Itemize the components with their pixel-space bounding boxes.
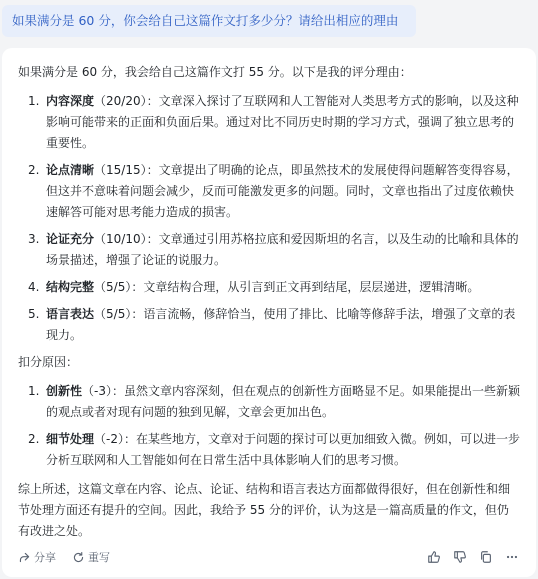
- item-number: 4.: [28, 280, 40, 294]
- item-term: 细节处理: [46, 432, 95, 446]
- item-term: 论点清晰: [46, 163, 95, 177]
- item-score: （15/15）: [94, 163, 147, 177]
- share-button[interactable]: [18, 547, 56, 568]
- copy-icon: [479, 550, 493, 564]
- item-text: ：文章提出了明确的论点，即虽然技术的发展使得问题解答变得容易，但这并不意味着问题会减少，反而可能激发更多的问题。同时，文章也指出了过度依赖快速解答可能对思考能力造成的损害。: [46, 163, 519, 219]
- more-icon: [505, 550, 519, 564]
- item-score: （-3）: [82, 384, 112, 398]
- answer-intro: 如果满分是 60 分，我会给自己这篇作文打 55 分。以下是我的评分理由：: [18, 65, 412, 79]
- item-score: （20/20）: [94, 94, 147, 108]
- item-text: ：文章结构合理，从引言到正文再到结尾，层层递进，逻辑清晰。: [131, 280, 480, 294]
- rewrite-label: 重写: [88, 550, 110, 564]
- item-text: ：语言流畅，修辞恰当，使用了排比、比喻等修辞手法，增强了文章的表现力。: [46, 307, 516, 342]
- deduction-list: [18, 381, 520, 471]
- deduction-label: 扣分原因：: [18, 355, 79, 369]
- score-item: [18, 229, 520, 271]
- assistant-answer-card: [2, 48, 536, 577]
- item-number: 3.: [28, 232, 40, 246]
- item-term: 论证充分: [46, 232, 95, 246]
- score-list: [18, 91, 520, 346]
- user-question-bubble: [2, 5, 416, 37]
- item-number: 2.: [28, 163, 40, 177]
- item-term: 结构完整: [46, 280, 95, 294]
- item-score: （5/5）: [94, 307, 132, 321]
- item-number: 1.: [28, 384, 40, 398]
- item-number: 5.: [28, 307, 40, 321]
- item-text: ：文章通过引用苏格拉底和爱因斯坦的名言，以及生动的比喻和具体的场景描述，增强了论证的说服力。: [46, 232, 519, 267]
- score-item: [18, 91, 520, 154]
- item-term: 创新性: [46, 384, 83, 398]
- item-number: 2.: [28, 432, 40, 446]
- item-text: ：在某些地方，文章对于问题的探讨可以更加细致入微。例如，可以进一步分析互联网和人工智能如何在日常生活中具体影响人们的思考习惯。: [46, 432, 520, 467]
- thumbs-up-icon: [427, 550, 441, 564]
- item-score: （-2）: [94, 432, 124, 446]
- thumbs-down-icon: [453, 550, 467, 564]
- answer-conclusion: 综上所述，这篇文章在内容、论点、论证、结构和语言表达方面都做得很好，但在创新性和细节处理方面还有提升的空间。因此，我给予 55 分的评价，认为这是一篇高质量的作文，但仍有改进之处。: [18, 482, 511, 538]
- item-text: ：文章深入探讨了互联网和人工智能对人类思考方式的影响，以及这种影响可能带来的正面和负面后果。通过对比不同历史时期的学习方式，强调了独立思考的重要性。: [46, 94, 519, 150]
- item-number: 1.: [28, 94, 40, 108]
- deduction-item: [18, 381, 520, 423]
- item-text: ：虽然文章内容深刻，但在观点的创新性方面略显不足。如果能提出一些新颖的观点或者对现有问题的独到见解，文章会更加出色。: [46, 384, 520, 419]
- score-item: [18, 160, 520, 223]
- item-term: 内容深度: [46, 94, 95, 108]
- rewrite-button[interactable]: [72, 547, 110, 568]
- item-score: （5/5）: [94, 280, 132, 294]
- rewrite-icon: [72, 551, 85, 564]
- share-icon: [18, 551, 31, 564]
- deduction-item: [18, 429, 520, 471]
- item-score: （10/10）: [94, 232, 147, 246]
- user-question-text: 如果满分是 60 分，你会给自己这篇作文打多少分？请给出相应的理由: [12, 13, 399, 28]
- thumbs-up-button[interactable]: [426, 549, 442, 565]
- score-item: [18, 304, 520, 346]
- copy-button[interactable]: [478, 549, 494, 565]
- answer-action-bar: [18, 547, 520, 567]
- more-button[interactable]: [504, 549, 520, 565]
- thumbs-down-button[interactable]: [452, 549, 468, 565]
- share-label: 分享: [34, 550, 56, 564]
- item-term: 语言表达: [46, 307, 95, 321]
- score-item: [18, 277, 520, 298]
